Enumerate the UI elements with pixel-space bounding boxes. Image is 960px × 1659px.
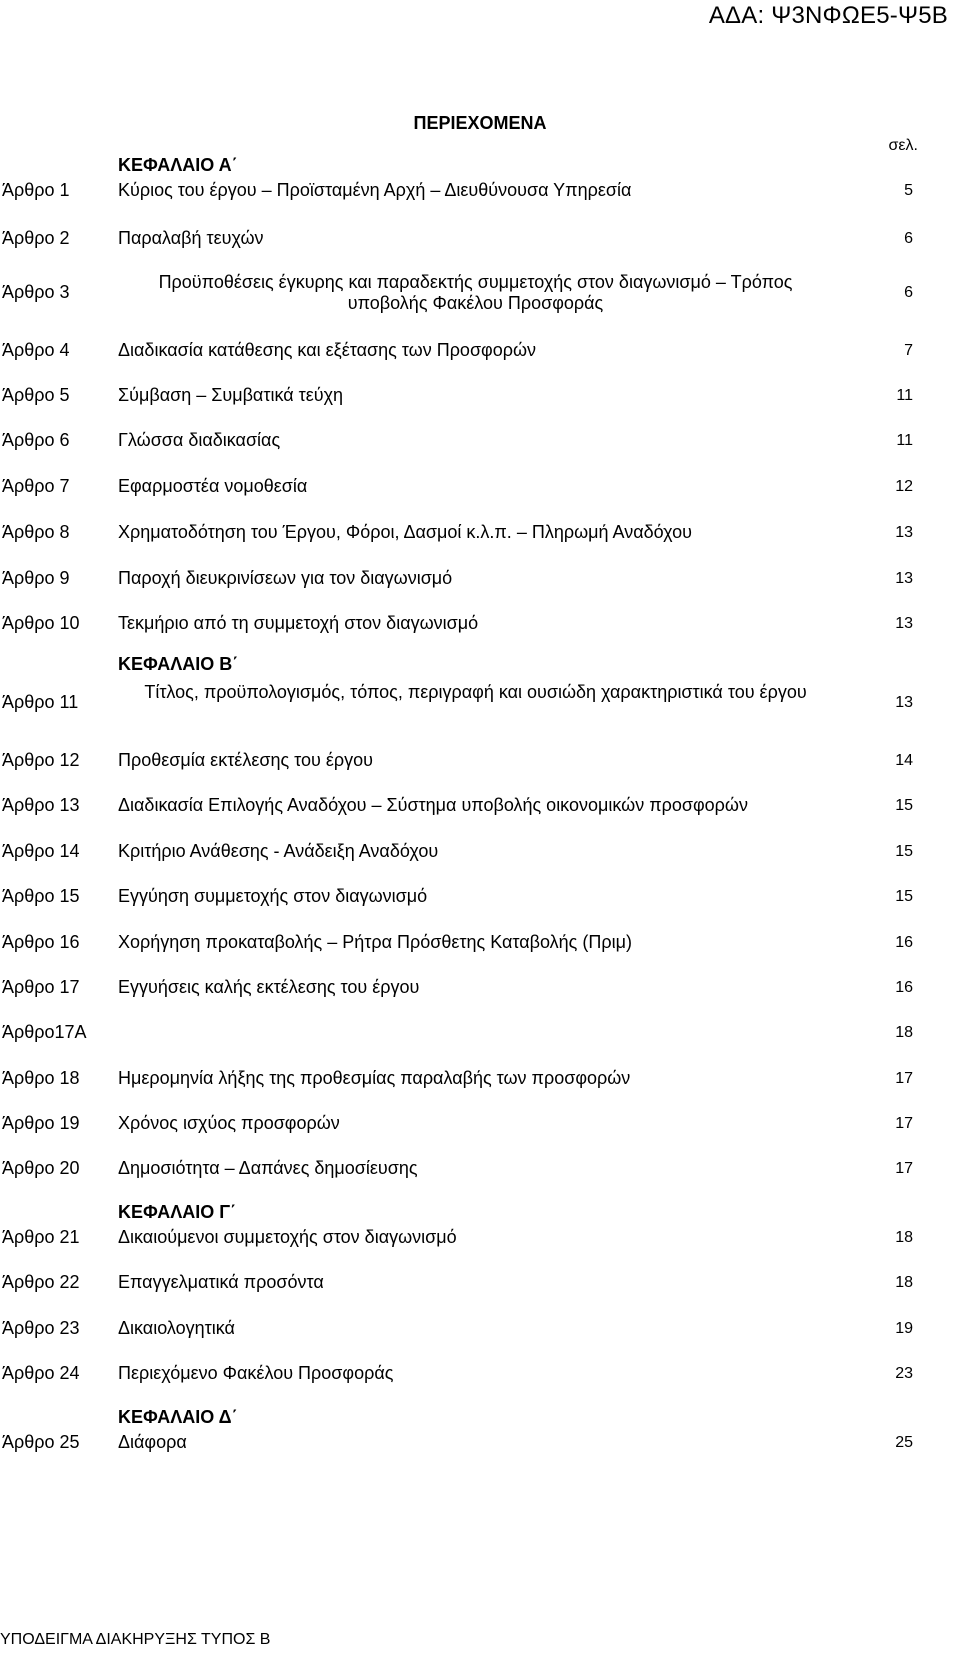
article-title: Διαδικασία Επιλογής Αναδόχου – Σύστημα υποβολής οικονομικών προσφορών (118, 795, 748, 815)
article-title: Ημερομηνία λήξης της προθεσμίας παραλαβής των προσφορών (118, 1068, 631, 1088)
article-title: Σύμβαση – Συμβατικά τεύχη (118, 385, 344, 405)
page-number: 19 (895, 1320, 913, 1337)
article-title: Περιεχόμενο Φακέλου Προσφοράς (118, 1363, 394, 1383)
article-number: Άρθρο 11 (2, 692, 79, 712)
page-number: 11 (896, 432, 913, 449)
article-number: Άρθρο 13 (2, 795, 80, 815)
page-number: 16 (895, 934, 913, 951)
article-number: Άρθρο 4 (2, 340, 70, 360)
page-number: 13 (895, 570, 913, 587)
article-number: Άρθρο 3 (2, 282, 70, 302)
article-title: Τίτλος, προϋπολογισμός, τόπος, περιγραφή και ουσιώδη χαρακτηριστικά του έργου (144, 682, 807, 702)
article-number: Άρθρο 18 (2, 1068, 80, 1088)
page-number: 13 (895, 615, 913, 632)
page-number: 18 (895, 1024, 913, 1041)
article-title: Διαδικασία κατάθεσης και εξέτασης των Προσφορών (118, 340, 537, 360)
article-title: Εφαρμοστέα νομοθεσία (118, 476, 308, 496)
article-number: Άρθρο 7 (2, 476, 70, 496)
article-title: Προθεσμία εκτέλεσης του έργου (118, 750, 373, 770)
chapter-heading: ΚΕΦΑΛΑΙΟ Β΄ (118, 654, 239, 674)
page-number: 16 (895, 979, 913, 996)
page-number: 18 (895, 1229, 913, 1246)
article-title: Γλώσσα διαδικασίας (118, 430, 281, 450)
article-number: Άρθρο 24 (2, 1363, 80, 1383)
article-title: Κριτήριο Ανάθεσης - Ανάδειξη Αναδόχου (118, 841, 439, 861)
article-title: Διάφορα (118, 1432, 187, 1452)
article-title: Προϋποθέσεις έγκυρης και παραδεκτής συμμετοχής στον διαγωνισμό – Τρόπος υποβολής Φακέλου Προσφοράς (158, 272, 793, 313)
article-number: Άρθρο 17 (2, 977, 80, 997)
article-number: Άρθρο 16 (2, 932, 80, 952)
chapter-heading: ΚΕΦΑΛΑΙΟ Δ΄ (118, 1407, 238, 1427)
article-number: Άρθρο 22 (2, 1272, 80, 1292)
page-number: 5 (904, 182, 913, 199)
page-number: 17 (895, 1070, 913, 1087)
page-number: 6 (904, 284, 913, 301)
page-number: 25 (895, 1434, 913, 1451)
page-number: 11 (896, 387, 913, 404)
article-number: Άρθρο 15 (2, 886, 80, 906)
page-number: 15 (895, 843, 913, 860)
article-title: Χορήγηση προκαταβολής – Ρήτρα Πρόσθετης Καταβολής (Πριμ) (118, 932, 632, 952)
page-number: 17 (895, 1115, 913, 1132)
chapter-heading: ΚΕΦΑΛΑΙΟ Α΄ (118, 155, 238, 175)
article-number: Άρθρο 23 (2, 1318, 80, 1338)
page-number: 7 (904, 342, 913, 359)
article-title: Χρόνος ισχύος προσφορών (118, 1113, 340, 1133)
document-footer: ΥΠΟΔΕΙΓΜΑ ΔΙΑΚΗΡΥΞΗΣ ΤΥΠΟΣ Β (0, 1631, 271, 1648)
article-number: Άρθρο 25 (2, 1432, 80, 1452)
article-title: Εγγυήσεις καλής εκτέλεσης του έργου (118, 977, 420, 997)
article-number: Άρθρο 5 (2, 385, 70, 405)
article-number: Άρθρο 2 (2, 228, 70, 248)
page-number: 13 (895, 524, 913, 541)
page-number: 15 (895, 888, 913, 905)
article-title: Παραλαβή τευχών (118, 228, 264, 248)
article-number: Άρθρο 9 (2, 568, 70, 588)
page-number: 6 (904, 230, 913, 247)
page-number: 17 (895, 1160, 913, 1177)
page-number: 15 (895, 797, 913, 814)
document-id: ΑΔΑ: Ψ3ΝΦΩΕ5-Ψ5Β (708, 2, 948, 29)
page-number: 18 (895, 1274, 913, 1291)
article-title: Δικαιολογητικά (118, 1318, 235, 1338)
article-number: Άρθρο 8 (2, 522, 70, 542)
article-number: Άρθρο 12 (2, 750, 80, 770)
article-title: Εγγύηση συμμετοχής στον διαγωνισμό (118, 886, 428, 906)
chapter-heading: ΚΕΦΑΛΑΙΟ Γ΄ (118, 1202, 237, 1222)
page-title: ΠΕΡΙΕΧΟΜΕΝΑ (413, 113, 547, 133)
article-title: Επαγγελματικά προσόντα (118, 1272, 324, 1292)
article-number: Άρθρο17Α (2, 1022, 87, 1042)
article-number: Άρθρο 1 (2, 180, 70, 200)
article-number: Άρθρο 19 (2, 1113, 80, 1133)
article-title: Παροχή διευκρινίσεων για τον διαγωνισμό (118, 568, 453, 588)
page-number: 12 (895, 478, 913, 495)
article-title: Δημοσιότητα – Δαπάνες δημοσίευσης (118, 1158, 418, 1178)
article-number: Άρθρο 21 (2, 1227, 80, 1247)
page-number: 23 (895, 1365, 913, 1382)
page-number: 13 (895, 694, 913, 711)
article-number: Άρθρο 6 (2, 430, 70, 450)
article-number: Άρθρο 10 (2, 613, 80, 633)
article-title: Κύριος του έργου – Προϊσταμένη Αρχή – Διευθύνουσα Υπηρεσία (118, 180, 632, 200)
page-number: 14 (895, 752, 913, 769)
page-column-label: σελ. (888, 137, 918, 154)
article-title: Χρηματοδότηση του Έργου, Φόροι, Δασμοί κ.λ.π. – Πληρωμή Αναδόχου (118, 522, 692, 542)
article-number: Άρθρο 20 (2, 1158, 80, 1178)
article-number: Άρθρο 14 (2, 841, 80, 861)
article-title: Δικαιούμενοι συμμετοχής στον διαγωνισμό (118, 1227, 457, 1247)
article-title: Τεκμήριο από τη συμμετοχή στον διαγωνισμό (118, 613, 479, 633)
